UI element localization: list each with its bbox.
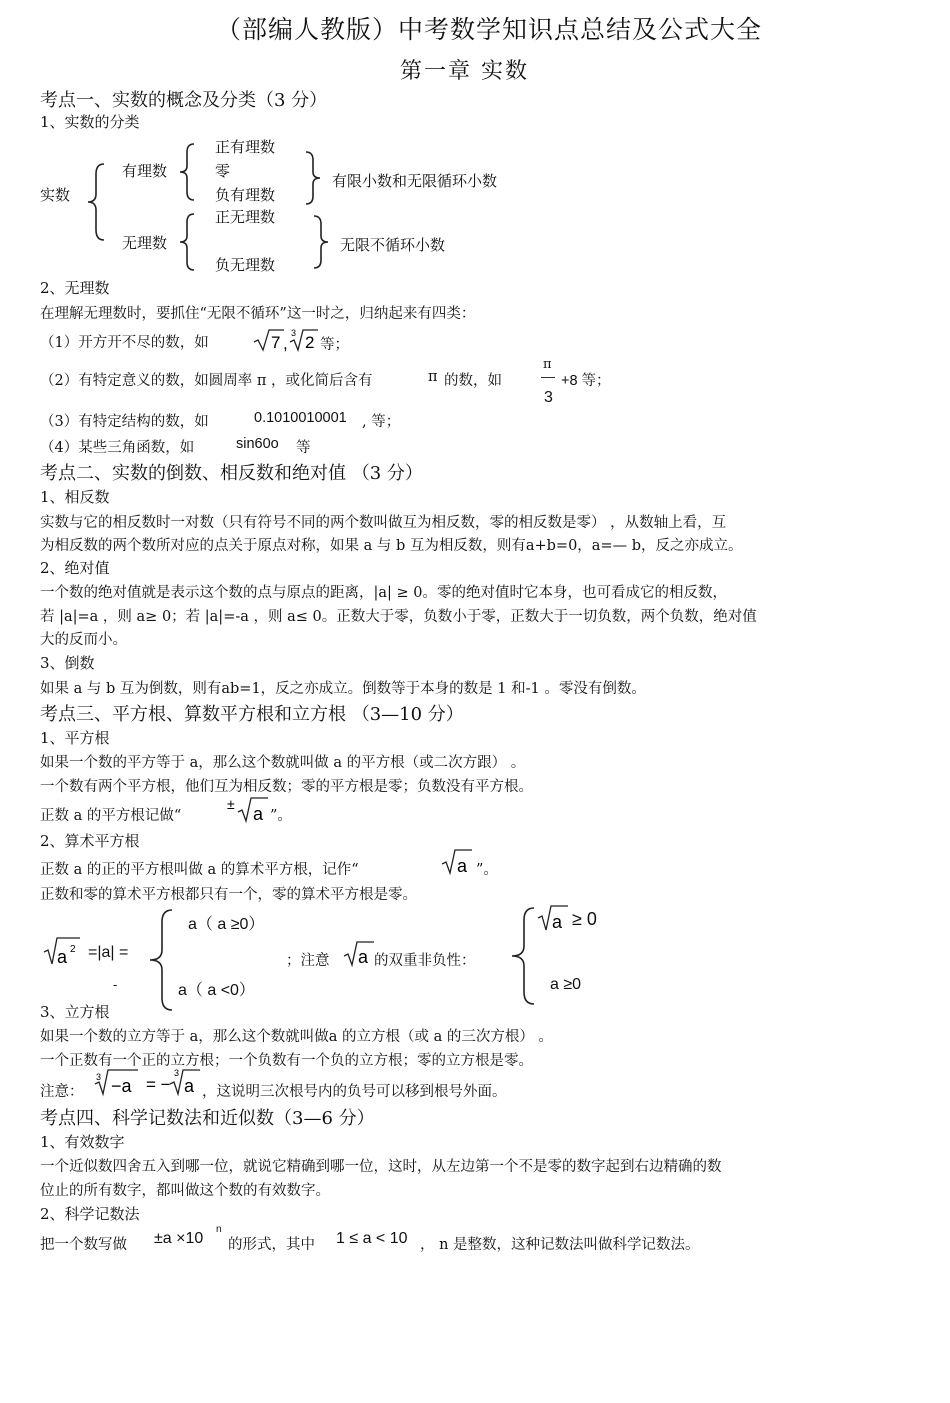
opposite-line1: 实数与它的相反数时一对数（只有符号不同的两个数叫做互为相反数，零的相反数是零） ，从数轴上看，互 xyxy=(40,515,727,531)
absolute-line2: 若 |a|=a ，则 a≥ 0；若 |a|=-a ，则 a≤ 0。正数大于零，负数小于零，正数大于一切负数，两个负数，绝对值 xyxy=(40,609,757,625)
sqrt-arg: a xyxy=(253,804,264,824)
item4-value: sin60o xyxy=(236,436,279,452)
arithmetic-line1-b: ”。 xyxy=(476,862,498,878)
sqrt-a-note xyxy=(342,938,376,968)
cube-root-index-left: 3 xyxy=(96,1072,102,1082)
subheading-reciprocal: 3、倒数 xyxy=(40,654,95,672)
cube-root-index: 3 xyxy=(291,328,297,338)
sqrt-arg: a xyxy=(457,856,468,876)
brace-real xyxy=(84,162,108,242)
arithmetic-line2: 正数和零的算术平方根都只有一个，零的算术平方根是零。 xyxy=(40,887,417,903)
sqrt-arg-7: 7 xyxy=(271,333,281,352)
piecewise-case2: a（ a <0） xyxy=(178,982,255,999)
chapter-title: 第一章 实数 xyxy=(400,59,529,84)
square-root-line2: 一个数有两个平方根，他们互为相反数；零的平方根是零；负数没有平方根。 xyxy=(40,779,533,795)
scientific-range: 1 ≤ a < 10 xyxy=(336,1230,408,1247)
scientific-text-b: 的形式，其中 xyxy=(228,1237,315,1253)
item4-text: （4）某些三角函数，如 xyxy=(40,440,195,456)
note-text-b: 的双重非负性： xyxy=(374,953,476,969)
brace-irrational xyxy=(176,212,198,272)
section-heading-3: 考点三、平方根、算数平方根和立方根 （3—10 分） xyxy=(40,704,464,725)
absolute-line1: 一个数的绝对值就是表示这个数的点与原点的距离，|a| ≥ 0。零的绝对值时它本身，也可看成它的相反数， xyxy=(40,585,728,601)
brace-piecewise xyxy=(146,908,176,1012)
identity-equals: = − xyxy=(146,1075,171,1094)
irrational-intro: 在理解无理数时，要抓住“无限不循环”这一时之，归纳起来有四类： xyxy=(40,306,476,322)
piecewise-case1: a（ a ≥0） xyxy=(188,916,265,933)
subheading-classification: 1、实数的分类 xyxy=(40,113,140,131)
scientific-text-c: ， n 是整数，这种记数法叫做科学记数法。 xyxy=(420,1237,700,1253)
item4-end: 等 xyxy=(296,440,311,456)
tree-infinite-note: 无限不循环小数 xyxy=(340,236,446,254)
subheading-significant-figures: 1、有效数字 xyxy=(40,1133,125,1151)
tree-negative-rational: 负有理数 xyxy=(215,186,276,204)
cube-root-index-right: 3 xyxy=(174,1068,180,1078)
subheading-opposite: 1、相反数 xyxy=(40,488,110,506)
tree-root-real: 实数 xyxy=(40,186,71,204)
item1-text: （1）开方开不尽的数，如 xyxy=(40,335,209,351)
item2-text: （2）有特定意义的数，如圆周率 π ，或化简后含有 xyxy=(40,373,373,389)
subheading-irrational: 2、无理数 xyxy=(40,279,110,297)
subheading-square-root: 1、平方根 xyxy=(40,729,110,747)
abs-equals: =|a| = xyxy=(88,944,129,961)
tree-positive-irrational: 正无理数 xyxy=(215,208,276,226)
cbrt-arg-2: 2 xyxy=(305,333,315,352)
piecewise-minus: - xyxy=(113,977,118,992)
reciprocal-line1: 如果 a 与 b 互为倒数，则有ab=1，反之亦成立。倒数等于本身的数是 1 和-1 。零没有倒数。 xyxy=(40,681,646,697)
note-text-a: ；注意 xyxy=(286,953,330,969)
item2-text2: 的数，如 xyxy=(444,373,502,389)
item1-end: 等； xyxy=(320,337,349,353)
subheading-arithmetic-root: 2、算术平方根 xyxy=(40,832,140,850)
sqrt-arg: a xyxy=(552,912,563,932)
item2-end: +8 等； xyxy=(561,373,611,389)
item3-text: （3）有特定结构的数，如 xyxy=(40,414,209,430)
brace-rational-right xyxy=(302,150,324,206)
opposite-line2: 为相反数的两个数所对应的点关于原点对称，如果 a 与 b 互为相反数，则有a+b=0，a=— b，反之亦成立。 xyxy=(40,538,743,554)
sqrt-a-notation xyxy=(440,846,476,876)
fraction-denominator: 3 xyxy=(544,389,553,406)
nonneg-rel1: ≥ 0 xyxy=(572,909,597,929)
subheading-cube-root: 3、立方根 xyxy=(40,1003,110,1021)
tree-zero: 零 xyxy=(215,162,231,180)
item3-value: 0.1010010001 xyxy=(254,410,347,426)
significant-line2: 位止的所有数字，都叫做这个数的有效数字。 xyxy=(40,1183,330,1199)
page-title: （部编人教版）中考数学知识点总结及公式大全 xyxy=(216,15,763,44)
tree-positive-rational: 正有理数 xyxy=(215,138,276,156)
exponent: 2 xyxy=(70,944,76,955)
cube-root-line2: 一个正数有一个正的立方根；一个负数有一个负的立方根；零的立方根是零。 xyxy=(40,1053,533,1069)
item3-end: , 等； xyxy=(362,414,401,430)
cube-root-identity xyxy=(94,1066,204,1098)
brace-rational xyxy=(176,142,198,202)
nonneg-rel2: a ≥0 xyxy=(550,976,582,993)
fraction-numerator: π xyxy=(543,357,552,372)
scientific-text-a: 把一个数写做 xyxy=(40,1237,127,1253)
tree-finite-note: 有限小数和无限循环小数 xyxy=(332,172,498,190)
arithmetic-line1-a: 正数 a 的正的平方根叫做 a 的算术平方根，记作“ xyxy=(40,862,359,878)
sqrt-a-nonneg xyxy=(536,902,570,934)
cube-root-note-a: 注意： xyxy=(40,1084,84,1100)
sqrt-a-squared xyxy=(42,934,82,968)
cube-root-line1: 如果一个数的立方等于 a，那么这个数就叫做a 的立方根（或 a 的三次方根） 。 xyxy=(40,1029,553,1045)
square-root-line3-b: ”。 xyxy=(270,808,292,824)
sqrt-arg: a xyxy=(57,947,68,967)
square-root-line1: 如果一个数的平方等于 a，那么这个数就叫做 a 的平方根（或二次方跟） 。 xyxy=(40,755,526,771)
square-root-line3-a: 正数 a 的平方根记做“ xyxy=(40,808,182,824)
comma-glyph: , xyxy=(283,334,288,353)
fraction-bar xyxy=(541,377,555,378)
section-heading-1: 考点一、实数的概念及分类（3 分） xyxy=(40,90,328,111)
section-heading-4: 考点四、科学记数法和近似数（3—6 分） xyxy=(40,1108,375,1129)
subheading-absolute: 2、绝对值 xyxy=(40,559,110,577)
brace-irrational-right xyxy=(310,214,332,270)
tree-negative-irrational: 负无理数 xyxy=(215,256,276,274)
item1-roots xyxy=(252,326,324,354)
plus-minus-sqrt-a xyxy=(226,794,274,824)
scientific-exponent: n xyxy=(216,1224,222,1235)
scientific-form: ±a ×10 xyxy=(154,1230,204,1247)
tree-rational: 有理数 xyxy=(122,162,168,180)
subheading-scientific-notation: 2、科学记数法 xyxy=(40,1205,140,1223)
plus-minus-sign: ± xyxy=(227,796,235,812)
cbrt-arg-right: a xyxy=(184,1076,195,1096)
tree-irrational: 无理数 xyxy=(122,234,168,252)
brace-nonneg xyxy=(508,906,538,1006)
section-heading-2: 考点二、实数的倒数、相反数和绝对值 （3 分） xyxy=(40,463,423,484)
sqrt-arg: a xyxy=(358,947,369,967)
item2-pi: π xyxy=(428,369,438,385)
absolute-line3: 大的反而小。 xyxy=(40,632,127,648)
cbrt-arg-left: −a xyxy=(111,1076,132,1096)
significant-line1: 一个近似数四舍五入到哪一位，就说它精确到哪一位，这时，从左边第一个不是零的数字起到右边精确的数 xyxy=(40,1159,722,1175)
cube-root-note-b: ，这说明三次根号内的负号可以移到根号外面。 xyxy=(202,1084,507,1100)
